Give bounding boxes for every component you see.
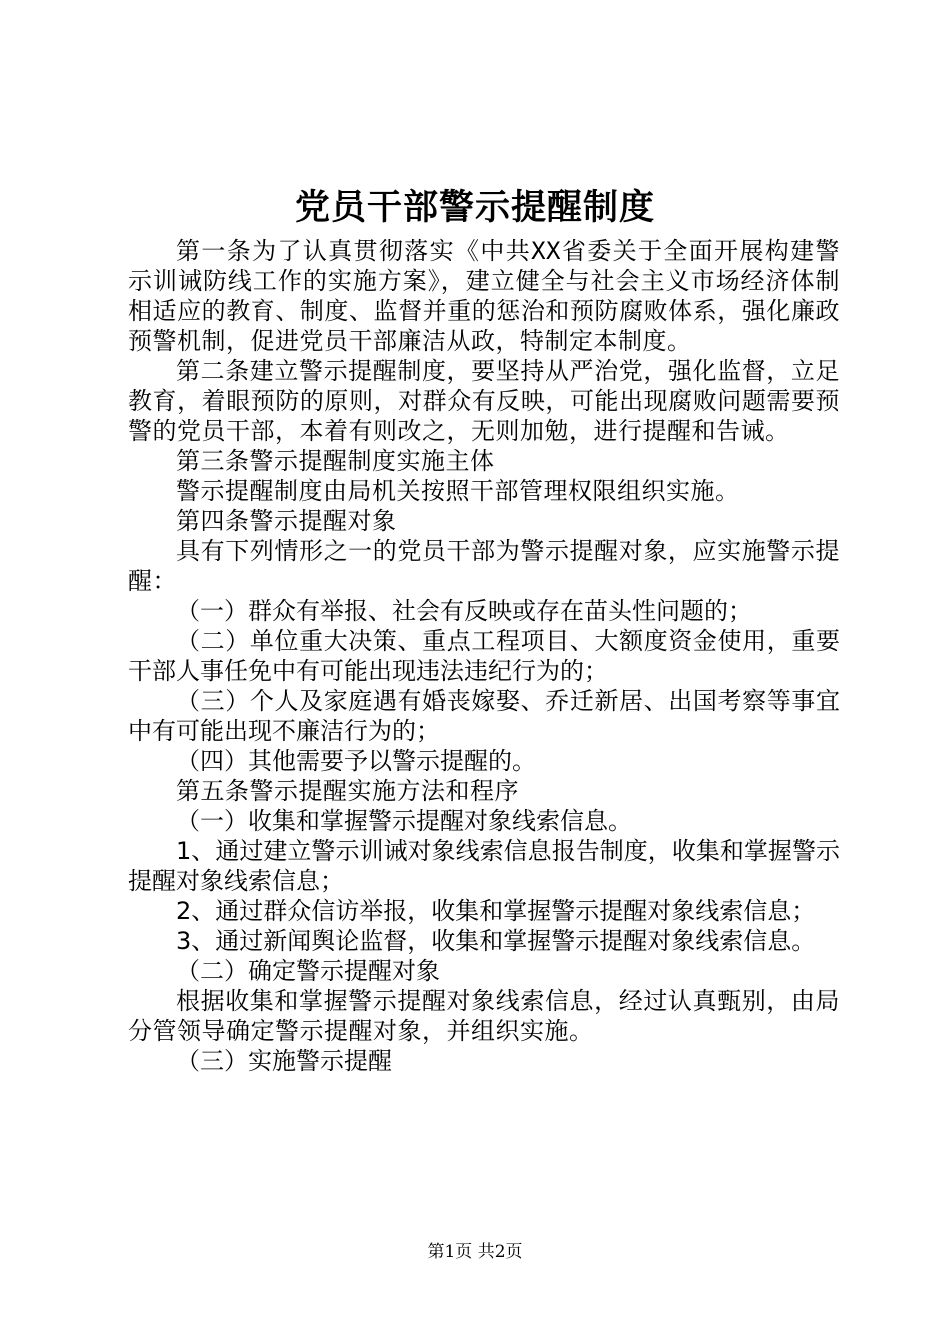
page-footer: 第1页 共2页 [427, 1242, 523, 1262]
body-paragraph: （四）其他需要予以警示提醒的。 [176, 747, 536, 775]
body-paragraph: 第二条建立警示提醒制度，要坚持从严治党，强化监督，立足教育，着眼预防的原则，对群众有反映，可能出现腐败问题需要预警的党员干部，本着有则改之，无则加勉，进行提醒和告诫。 [128, 357, 840, 445]
body-paragraph: 第五条警示提醒实施方法和程序 [176, 777, 519, 805]
body-paragraph: 第三条警示提醒制度实施主体 [176, 447, 495, 475]
body-paragraph: 根据收集和掌握警示提醒对象线索信息，经过认真甄别，由局分管领导确定警示提醒对象，并组织实施。 [128, 987, 840, 1045]
body-paragraph: （三）个人及家庭遇有婚丧嫁娶、乔迁新居、出国考察等事宜中有可能出现不廉洁行为的； [128, 687, 840, 745]
body-paragraph: （三）实施警示提醒 [176, 1047, 392, 1075]
body-paragraph: （一）收集和掌握警示提醒对象线索信息。 [176, 807, 632, 835]
body-paragraph: （一）群众有举报、社会有反映或存在苗头性问题的； [176, 597, 752, 625]
body-paragraph: 3、通过新闻舆论监督，收集和掌握警示提醒对象线索信息。 [176, 927, 816, 955]
body-paragraph: （二）单位重大决策、重点工程项目、大额度资金使用，重要干部人事任免中有可能出现违法违纪行为的； [128, 627, 840, 685]
body-paragraph: 1、通过建立警示训诫对象线索信息报告制度，收集和掌握警示提醒对象线索信息； [128, 837, 840, 895]
body-paragraph: 警示提醒制度由局机关按照干部管理权限组织实施。 [176, 477, 740, 505]
body-paragraph: （二）确定警示提醒对象 [176, 957, 440, 985]
body-paragraph: 第四条警示提醒对象 [176, 507, 397, 535]
body-paragraph: 具有下列情形之一的党员干部为警示提醒对象，应实施警示提醒： [128, 537, 840, 595]
body-paragraph: 2、通过群众信访举报，收集和掌握警示提醒对象线索信息； [176, 897, 816, 925]
body-paragraph: 第一条为了认真贯彻落实《中共XX省委关于全面开展构建警示训诫防线工作的实施方案》，建立健全与社会主义市场经济体制相适应的教育、制度、监督并重的惩治和预防腐败体系，强化廉政预警机制，促进党员干部廉洁从政，特制定本制度。 [128, 237, 840, 355]
document-body [128, 236, 840, 1076]
document-title: 党员干部警示提醒制度 [294, 187, 655, 228]
